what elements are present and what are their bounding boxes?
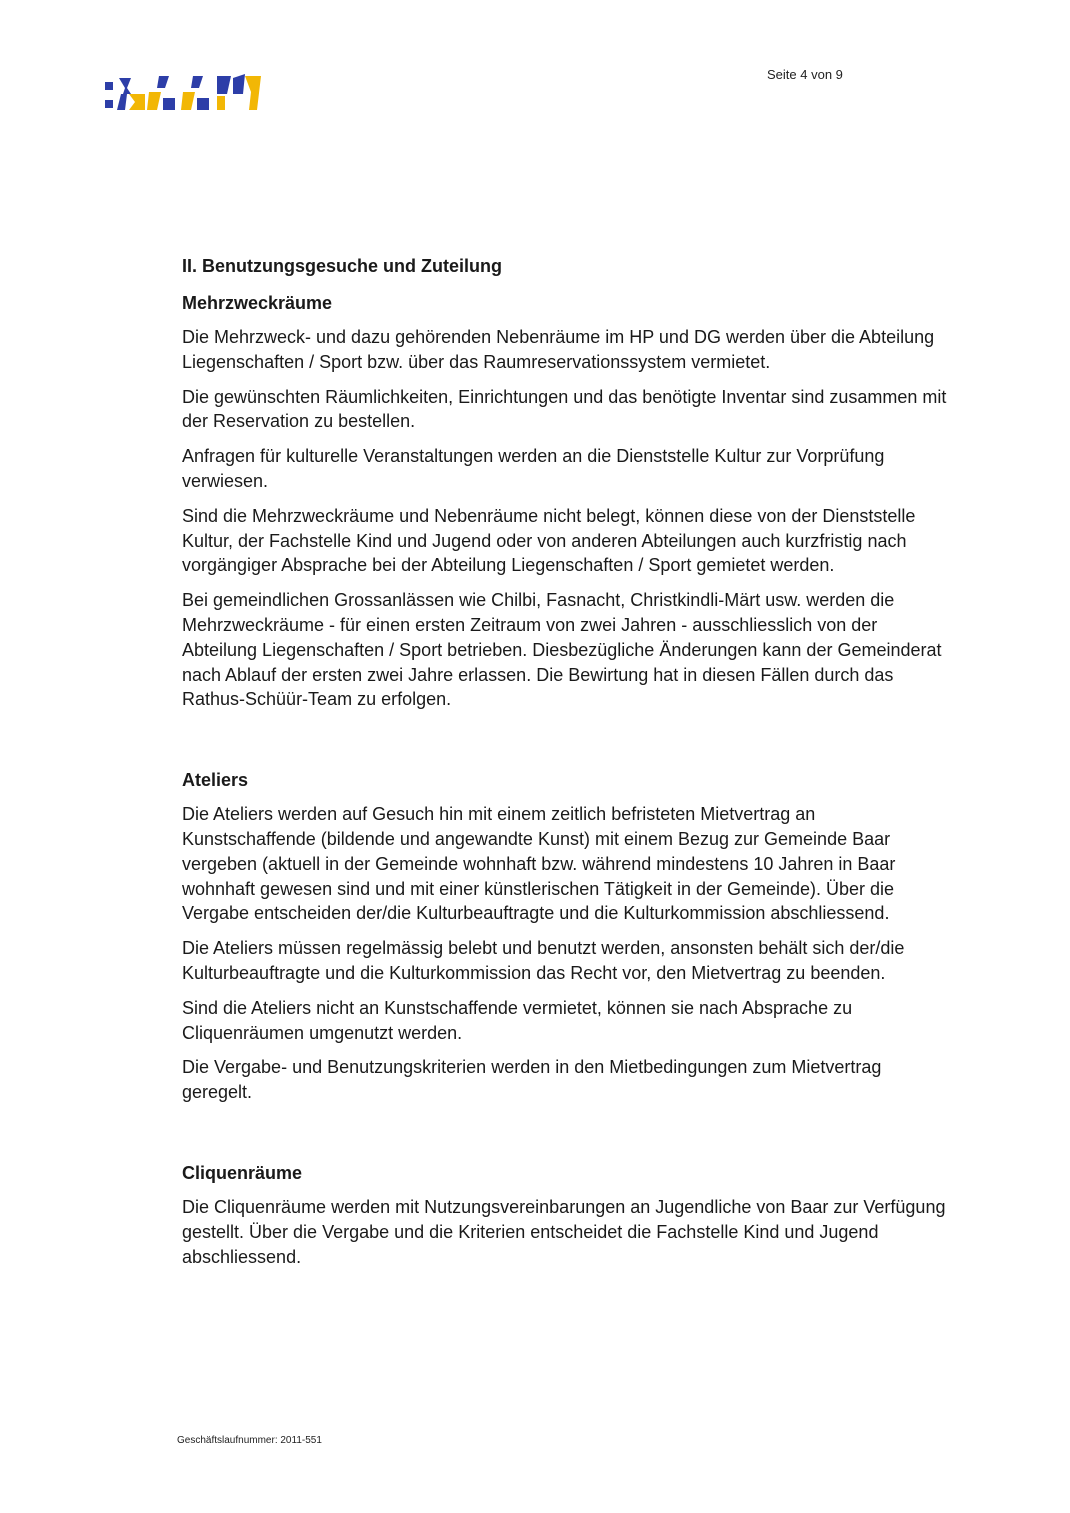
heading-ateliers: Ateliers [182, 770, 249, 791]
paragraph: Die Mehrzweck- und dazu gehörenden Nebenräume im HP und DG werden über die Abteilung Liegenschaften / Sport bzw. über das Raumreservationssystem vermietet. [182, 327, 935, 372]
paragraph: Die Vergabe- und Benutzungskriterien werden in den Mietbedingungen zum Mietvertrag geregelt. [182, 1057, 882, 1103]
page-number: Seite 4 von 9 [767, 67, 843, 82]
paragraph: Sind die Ateliers nicht an Kunstschaffende vermietet, können sie nach Absprache zu Cliquenräumen umgenutzt werden. [182, 997, 853, 1043]
heading-cliquenraeume: Cliquenräume [182, 1162, 303, 1183]
paragraph: Anfragen für kulturelle Veranstaltungen werden an die Dienststelle Kultur zur Vorprüfung verwiesen. [182, 446, 885, 491]
document-body [182, 254, 952, 1279]
paragraph: Sind die Mehrzweckräume und Nebenräume nicht belegt, können diese von der Dienststelle Kultur, der Fachstelle Kind und Jugend oder von anderen Abteilungen auch kurzfristig nach vorgängiger Absprache bei der Abteilung Liegenschaften / Sport gemietet werden. [182, 505, 916, 576]
paragraph: Die Ateliers müssen regelmässig belebt und benutzt werden, ansonsten behält sich der/die Kulturbeauftragte und die Kulturkommission das Recht vor, den Mietvertrag zu beenden. [182, 938, 905, 983]
paragraph: Die Ateliers werden auf Gesuch hin mit einem zeitlich befristeten Mietvertrag an Kunstschaffende (bildende und angewandte Kunst) mit einem Bezug zur Gemeinde Baar vergeben (aktuell in der Gemeinde wohnhaft bzw. während mindestens 10 Jahren in Baar wohnhaft gewesen sind und mit einer künstlerischen Tätigkeit in der Gemeinde). Über die Vergabe entscheiden der/die Kulturbeauftragte und die Kulturkommission abschliessend. [182, 804, 896, 924]
baar-logo-icon [105, 72, 261, 114]
paragraph: Die Cliquenräume werden mit Nutzungsvereinbarungen an Jugendliche von Baar zur Verfügung gestellt. Über die Vergabe und die Kriterien entscheidet die Fachstelle Kind und Jugend abschliessend. [182, 1196, 946, 1267]
paragraph: Bei gemeindlichen Grossanlässen wie Chilbi, Fasnacht, Christkindli-Märt usw. werden die Mehrzweckräume - für einen ersten Zeitraum von zwei Jahren - ausschliesslich von der Abteilung Liegenschaften / Sport betrieben. Diesbezügliche Änderungen kann der Gemeinderat nach Ablauf der ersten zwei Jahre erlassen. Die Bewirtung hat in diesen Fällen durch das Rathus-Schüür-Team zu erfolgen. [182, 590, 942, 710]
footer-reference: Geschäftslaufnummer: 2011-551 [177, 1435, 322, 1446]
section-title: II. Benutzungsgesuche und Zuteilung [182, 256, 502, 276]
paragraph: Die gewünschten Räumlichkeiten, Einrichtungen und das benötigte Inventar sind zusammen mit der Reservation zu bestellen. [182, 386, 947, 432]
heading-mehrzweckraeume: Mehrzweckräume [182, 293, 333, 313]
